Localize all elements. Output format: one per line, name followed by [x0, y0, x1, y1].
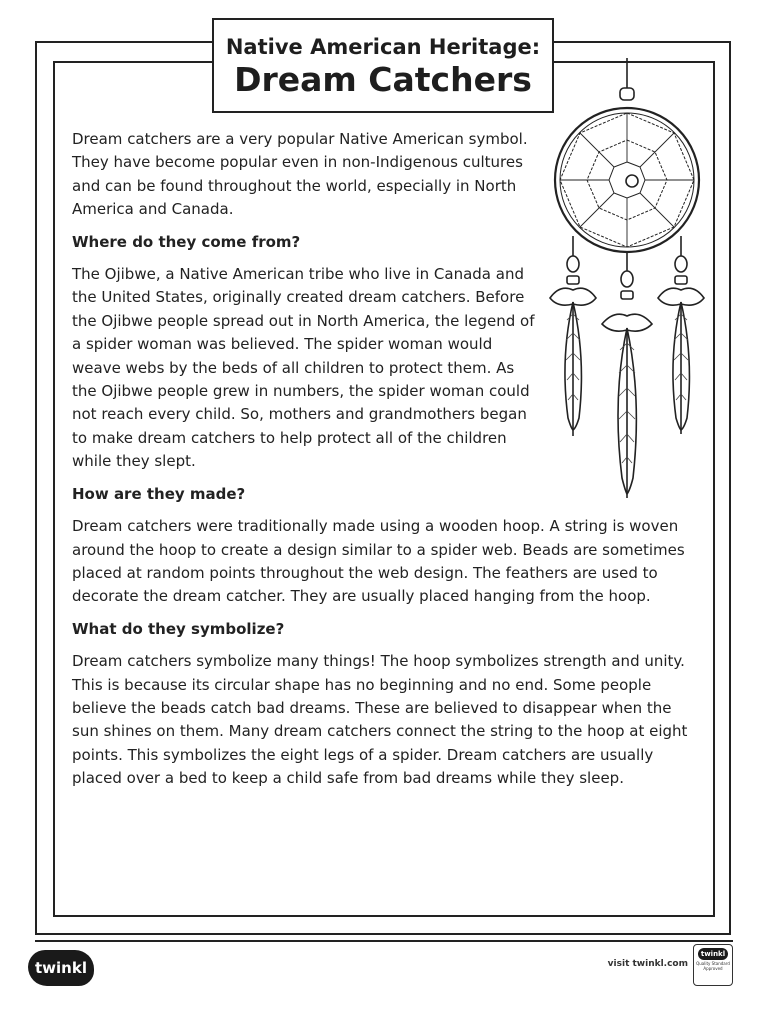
- badge-logo: twinkl: [698, 948, 728, 960]
- page-title: Dream Catchers: [234, 60, 532, 99]
- title-subtitle: Native American Heritage:: [225, 35, 541, 59]
- title-box: [212, 18, 554, 113]
- section-heading-symbolize: What do they symbolize?: [72, 619, 285, 638]
- section-heading-made: How are they made?: [72, 484, 246, 503]
- made-paragraph: Dream catchers were traditionally made using a wooden hoop. A string is woven around the hoop to create a design similar to a spider web. Beads are sometimes placed at random points throughout the web design. The feathers are used to decorate the dream catcher. They are usually placed hanging from the hoop.: [72, 517, 685, 606]
- symbolize-paragraph: Dream catchers symbolize many things! The hoop symbolizes strength and unity. This is because its circular shape has no beginning and no end. Some people believe the beads catch bad dreams. These are believed to disappear when the sun shines on them. Many dream catchers connect the string to the hoop at eight points. This symbolizes the eight legs of a spider. Dream catchers are usually placed over a bed to keep a child safe from bad dreams while they sleep.: [72, 652, 688, 788]
- section-heading-origin: Where do they come from?: [72, 232, 301, 251]
- visit-link[interactable]: visit twinkl.com: [607, 959, 688, 969]
- dream-catcher-icon: [540, 58, 720, 498]
- origin-paragraph: The Ojibwe, a Native American tribe who live in Canada and the United States, originally created dream catchers. Before the Ojibwe people spread out in North America, the legend of a spider woman was believed. The spider woman would weave webs by the beds of all children to protect them. As the Ojibwe people grew in numbers, the spider woman could not reach every child. So, mothers and grandmothers began to make dream catchers to help protect all of the children while they slept.: [72, 265, 535, 471]
- quality-badge: [693, 944, 733, 986]
- twinkl-logo: twinkl: [28, 950, 94, 986]
- footer-divider: [35, 940, 733, 942]
- intro-paragraph: Dream catchers are a very popular Native American symbol. They have become popular even in non-Indigenous cultures and can be found throughout the world, especially in North America and Canada.: [72, 130, 528, 219]
- badge-text: Quality Standard Approved: [696, 961, 730, 971]
